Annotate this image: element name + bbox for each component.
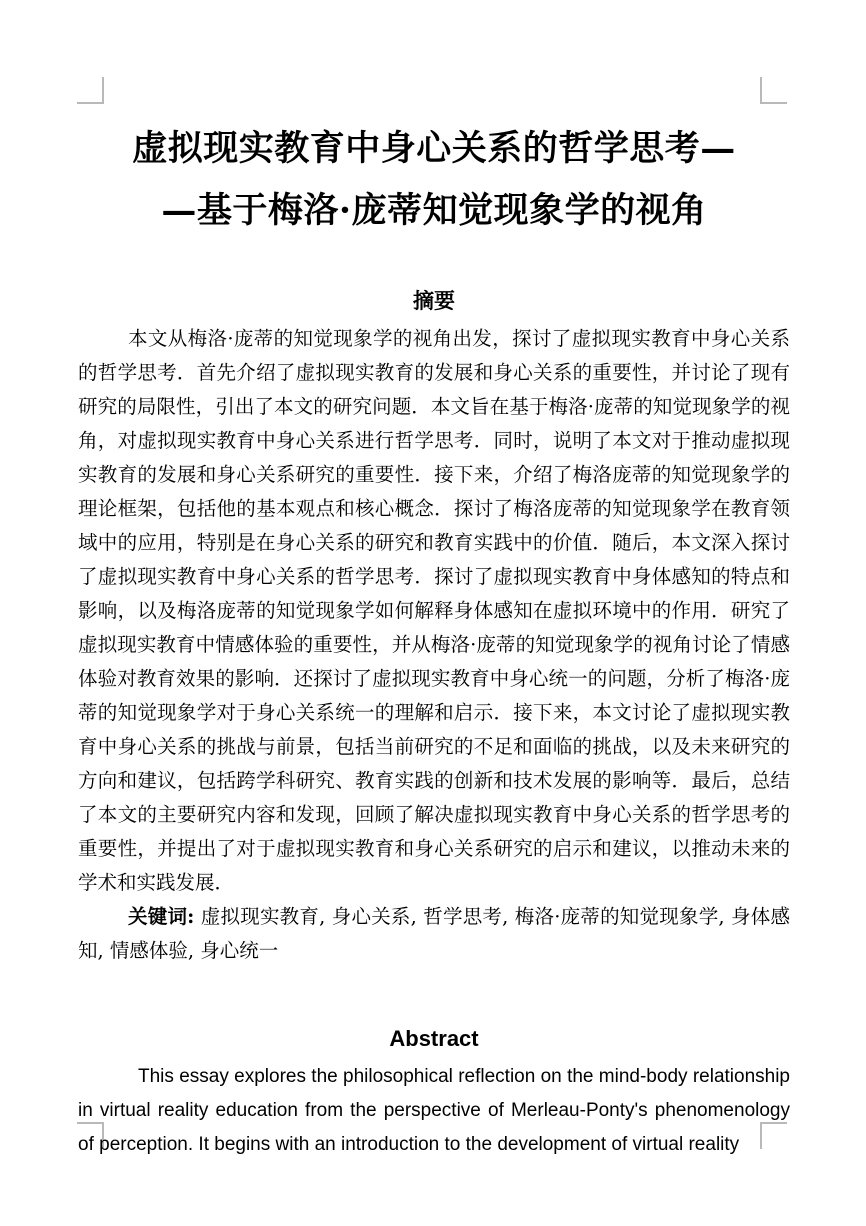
keywords-text: 虚拟现实教育, 身心关系, 哲学思考, 梅洛·庞蒂的知觉现象学, 身体感知, 情感体验, 身心统一 <box>78 905 790 962</box>
text-boundary-mark-top-left <box>77 77 104 104</box>
keywords-label: 关键词: <box>128 905 195 928</box>
title-line-2: —基于梅洛·庞蒂知觉现象学的视角 <box>161 190 707 231</box>
keywords-line <box>78 900 790 968</box>
text-boundary-mark-top-right <box>760 77 787 104</box>
page-content <box>78 118 790 1162</box>
abstract-cn-heading: 摘要 <box>413 288 455 313</box>
abstract-en-body: This essay explores the philosophical reflection on the mind-body relationship in virtual reality education from the perspective of Merleau-Ponty's phenomenology of perception. It begins with an introduction to the development of virtual reality <box>78 1066 790 1155</box>
document-title <box>78 118 790 242</box>
title-line-1: 虚拟现实教育中身心关系的哲学思考— <box>132 128 736 169</box>
abstract-en-heading: Abstract <box>389 1026 479 1051</box>
abstract-cn-body: 本文从梅洛·庞蒂的知觉现象学的视角出发，探讨了虚拟现实教育中身心关系的哲学思考．首先介绍了虚拟现实教育的发展和身心关系的重要性，并讨论了现有研究的局限性，引出了本文的研究问题．本文旨在基于梅洛·庞蒂的知觉现象学的视角，对虚拟现实教育中身心关系进行哲学思考．同时，说明了本文对于推动虚拟现实教育的发展和身心关系研究的重要性．接下来，介绍了梅洛庞蒂的知觉现象学的理论框架，包括他的基本观点和核心概念．探讨了梅洛庞蒂的知觉现象学在教育领域中的应用，特别是在身心关系的研究和教育实践中的价值．随后，本文深入探讨了虚拟现实教育中身心关系的哲学思考．探讨了虚拟现实教育中身体感知的特点和影响，以及梅洛庞蒂的知觉现象学如何解释身体感知在虚拟环境中的作用．研究了虚拟现实教育中情感体验的重要性，并从梅洛·庞蒂的知觉现象学的视角讨论了情感体验对教育效果的影响．还探讨了虚拟现实教育中身心统一的问题，分析了梅洛·庞蒂的知觉现象学对于身心关系统一的理解和启示．接下来，本文讨论了虚拟现实教育中身心关系的挑战与前景，包括当前研究的不足和面临的挑战，以及未来研究的方向和建议，包括跨学科研究、教育实践的创新和技术发展的影响等．最后，总结了本文的主要研究内容和发现，回顾了解决虚拟现实教育中身心关系的哲学思考的重要性，并提出了对于虚拟现实教育和身心关系研究的启示和建议，以推动未来的学术和实践发展． <box>78 327 790 894</box>
